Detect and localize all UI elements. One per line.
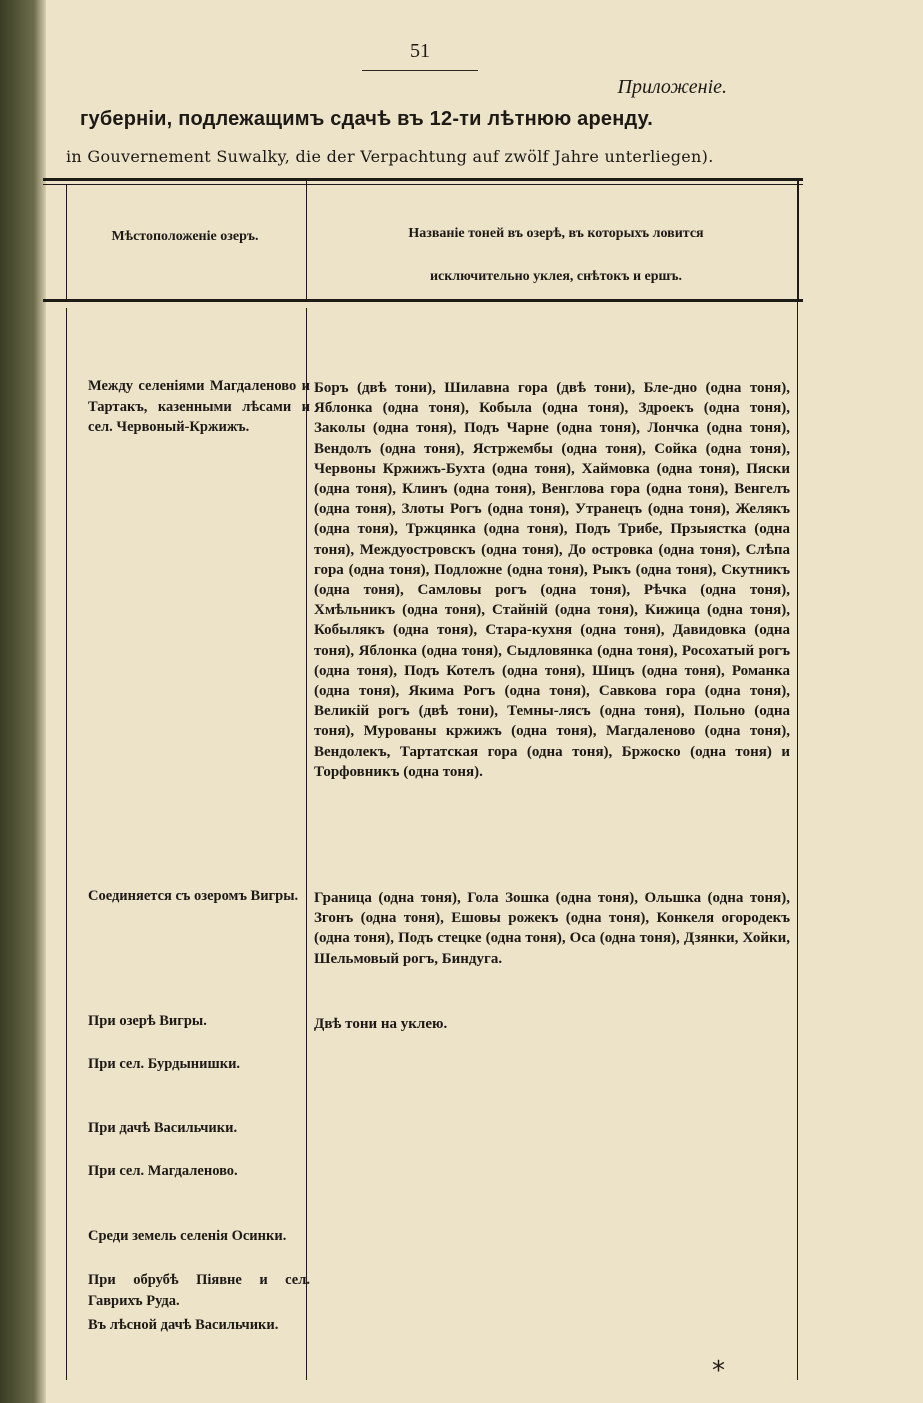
row-location-3: При озерѣ Вигры. [88,1013,207,1029]
row-location-6: При сел. Магдаленово. [88,1163,238,1179]
footer-asterisk: * [712,1356,725,1386]
row-location-5: При дачѣ Васильчики. [88,1120,238,1136]
column-header-names-line1: Названіе тоней въ озерѣ, въ которыхъ ловится [408,226,704,241]
row-names-1: Боръ (двѣ тони), Шилавна гора (двѣ тони), Бле-дно (одна тоня), Яблонка (одна тоня), Кобыла (одна тоня), Здроекъ (одна тоня), Заколы (одна тоня), Подъ Чарне (одна тоня), Лончка (одна тоня), Вендолъ (одна тоня), Ястржембы (одна тоня), Сойка (одна тоня), Червоны Кржижъ-Бухта (одна тоня), Хаймовка (одна тоня), Пяски (одна тоня), Клинъ (одна тоня), Венглова гора (одна тоня), Венгелъ (одна тоня), Злоты Рогъ (одна тоня), Утранецъ (одна тоня), Желякъ (одна тоня), Тржцянка (одна тоня), Подъ Трибе, Прзыястка (одна тоня), Междуостровскъ (одна тоня), До островка (одна тоня), Слѣпа гора (одна тоня), Подложне (одна тоня), Рыкъ (одна тоня), Скутникъ (одна тоня), Самловы рогъ (одна тоня), Рѣчка (одна тоня), Хмѣльникъ (одна тоня), Стайній (одна тоня), Кижица (одна тоня), Кобылякъ (одна тоня), Стара-кухня (одна тоня), Давидовка (одна тоня), Яблонка (одна тоня), Сыдловянка (одна тоня), Росохатый рогъ (одна тоня), Подъ Котелъ (одна тоня), Шицъ (одна тоня), Романка (одна тоня), Якима Рогъ (одна тоня), Савкова гора (одна тоня), Великій рогъ (двѣ тони), Темны-лясъ (одна тоня), Польно (одна тоня), Мурованы кржижъ (одна тоня), Магдаленово (одна тоня), Вендолекъ, Тартатская гора (одна тоня), Бржоско (одна тоня) и Торфовникъ (одна тоня). [314,380,790,780]
title-russian: губерніи, подлежащимъ сдачѣ въ 12-ти лѣтнюю аренду. [80,108,653,130]
column-divider-body [306,308,307,1380]
page-number-rule [362,70,478,71]
row-location-4: При сел. Бурдынишки. [88,1056,241,1072]
page-binding-edge [0,0,46,1403]
left-border-body [66,308,67,1380]
column-header-names-line2: исключительно уклея, снѣтокъ и ершъ. [429,269,683,284]
column-divider-header [306,181,307,299]
page-number: 51 [410,40,430,62]
column-header-names [314,212,798,298]
title-german: in Gouvernement Suwalky, die der Verpachtung auf zwölf Jahre unterliegen). [66,147,714,166]
row-names-3: Двѣ тони на уклею. [314,1016,448,1032]
table-top-rule-thin [43,184,803,185]
row-location-9: Въ лѣсной дачѣ Васильчики. [88,1317,279,1333]
row-location-8: При обрубѣ Піявне и сел. Гаврихъ Руда. [88,1272,310,1309]
header-bottom-rule [43,299,803,302]
appendix-label: Приложеніе. [617,76,727,98]
row-names-2: Граница (одна тоня), Гола Зошка (одна тоня), Ольшка (одна тоня), Згонъ (одна тоня), Ешовы рожекъ (одна тоня), Конкеля огородекъ (одна тоня), Подъ стецке (одна тоня), Оса (одна тоня), Дзянки, Хойки, Шельмовый рогъ, Биндуга. [314,890,790,967]
row-location-7: Среди земель селенія Осинки. [88,1228,287,1244]
right-border-body [797,302,798,1380]
table-top-rule [43,178,803,181]
row-location-2: Соединяется съ озеромъ Вигры. [88,888,299,904]
column-header-location: Мѣстоположеніе озеръ. [111,229,259,244]
row-location-1: Между селеніями Магдаленово и Тартакъ, казенными лѣсами и сел. Червоный-Кржижъ. [88,378,310,435]
